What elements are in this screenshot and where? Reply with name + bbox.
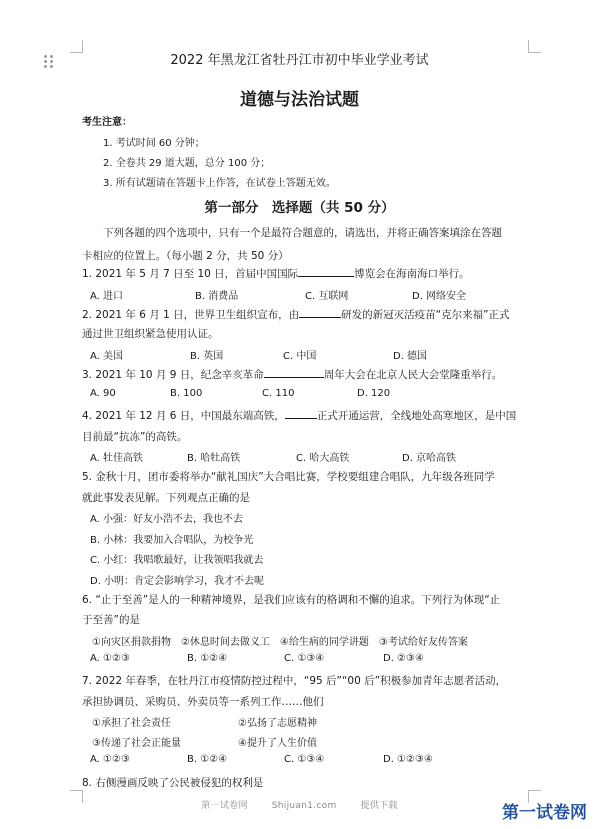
notice-item: 2. 全卷共 29 道大题，总分 100 分；	[103, 158, 271, 169]
option: C. 110	[262, 388, 295, 399]
footer-text: 第一试卷网	[201, 801, 248, 811]
option: B. 哈牡高铁	[187, 453, 241, 464]
question-text: 3. 2021 年 10 月 9 日，纪念辛亥革命	[82, 369, 264, 381]
question-text: 目前最“抗冻”的高铁。	[82, 431, 188, 443]
option: C. ①③④	[284, 754, 325, 765]
question-4	[82, 408, 516, 423]
option: C. 哈大高铁	[296, 453, 350, 464]
question-text: 8. 右侧漫画反映了公民被侵犯的权利是	[82, 777, 264, 789]
question-text: 7. 2022 年春季，在牡丹江市疫情防控过程中，“95 后”“00 后”积极参加青年志愿者活动，	[82, 675, 507, 687]
question-text: 1. 2021 年 5 月 7 日至 10 日，首届中国国际	[82, 268, 299, 280]
question-text: 通过世卫组织紧急使用认证。	[82, 328, 219, 340]
option: C. 互联网	[305, 291, 349, 302]
option: A. 90	[90, 388, 116, 399]
option: A. 小强：好友小浩不去，我也不去	[90, 514, 244, 525]
option: B. 100	[170, 388, 203, 399]
option: B. 英国	[190, 351, 224, 362]
exam-title: 2022 年黑龙江省牡丹江市初中毕业学业考试	[170, 53, 429, 68]
notice-item: 3. 所有试题请在答题卡上作答，在试卷上答题无效。	[103, 178, 336, 189]
option: C. 小红：我唱歌最好，让我领唱我就去	[90, 555, 264, 566]
option: D. 网络安全	[412, 291, 467, 302]
option: C. 中国	[283, 351, 317, 362]
question-text: 4. 2021 年 12 月 6 日，中国最东端高铁，	[82, 410, 285, 422]
statement: ③传递了社会正能量	[92, 738, 181, 749]
question-1	[82, 266, 470, 281]
question-2	[82, 307, 510, 322]
option: D. 京哈高铁	[402, 453, 457, 464]
option: D. 120	[357, 388, 391, 399]
subject-title: 道德与法治试题	[240, 90, 359, 110]
question-text: 5. 金秋十月，团市委将举办“献礼国庆”大合唱比赛，学校要组建合唱队，九年级各班同学	[82, 471, 495, 483]
statement: ④提升了人生价值	[238, 738, 317, 749]
question-3	[82, 367, 502, 382]
answer-blank	[298, 266, 354, 277]
footer-text: 提供下载	[360, 801, 398, 811]
answer-blank	[285, 408, 317, 419]
option: A. 进口	[90, 291, 124, 302]
option: D. ①②③④	[383, 754, 433, 765]
question-text: 承担协调员、采购员、外卖员等一系列工作……他们	[82, 696, 324, 708]
statement: ①承担了社会责任	[92, 718, 171, 729]
instruction-line: 下列各题的四个选项中，只有一个是最符合题意的，请选出，并将正确答案填涂在答题	[103, 227, 502, 239]
question-text: 2. 2021 年 6 月 1 日，世界卫生组织宣布，由	[82, 309, 300, 321]
option: A. 美国	[90, 351, 124, 362]
footer-link[interactable]: Shijuan1.com	[271, 801, 337, 811]
question-text: 6. “止于至善”是人的一种精神境界，是我们应该有的格调和不懈的追求。下列行为体现“止	[82, 594, 501, 606]
question-text: 就此事发表见解。下列观点正确的是	[82, 492, 250, 504]
notice-heading: 考生注意：	[82, 117, 132, 128]
option: C. ①③④	[284, 653, 325, 664]
notice-item: 1. 考试时间 60 分钟；	[103, 138, 205, 149]
statement-list: ①向灾区捐款捐物 ②休息时间去做义工 ④给生病的同学讲题 ③考试给好友传答案	[92, 637, 468, 648]
option: D. 德国	[393, 351, 428, 362]
option: B. ①②④	[187, 754, 228, 765]
option: A. ①②③	[90, 653, 130, 664]
option: B. ①②④	[187, 653, 228, 664]
answer-blank	[299, 307, 341, 318]
section-title: 第一部分 选择题（共 50 分）	[204, 200, 395, 216]
site-watermark-logo: 第一试卷网	[502, 803, 587, 823]
option: A. ①②③	[90, 754, 130, 765]
question-text: 博览会在海南海口举行。	[354, 268, 470, 280]
question-text: 正式开通运营，全线地处高寒地区，是中国	[316, 410, 517, 422]
statement: ②弘扬了志愿精神	[238, 718, 317, 729]
instruction-line: 卡相应的位置上。（每小题 2 分，共 50 分）	[82, 250, 289, 262]
answer-blank	[264, 367, 324, 378]
question-text: 于至善”的是	[82, 614, 140, 626]
option: A. 牡佳高铁	[90, 453, 144, 464]
option: D. ②③④	[383, 653, 424, 664]
option: D. 小明：肯定会影响学习，我才不去呢	[90, 576, 265, 587]
question-text: 周年大会在北京人民大会堂隆重举行。	[323, 369, 503, 381]
question-text: 研发的新冠灭活疫苗“克尔来福”正式	[341, 309, 510, 321]
option: B. 小林：我要加入合唱队，为校争光	[90, 535, 254, 546]
option: B. 消费品	[195, 291, 239, 302]
